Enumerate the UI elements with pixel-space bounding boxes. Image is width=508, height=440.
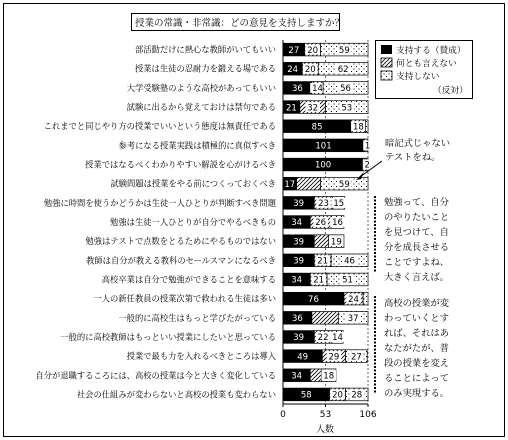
bar-value-label: 49 bbox=[297, 352, 309, 363]
bar-value-label: 21 bbox=[317, 256, 329, 267]
category-label: 勉強はテストで点数をとるためにやるものではない bbox=[85, 236, 276, 247]
bar-value-label: 24 bbox=[348, 294, 359, 305]
x-tick-label: 0 bbox=[280, 410, 286, 420]
bar-value-label: 59 bbox=[338, 45, 350, 56]
bar-value-label: 39 bbox=[293, 237, 305, 248]
bar-value-label: 17 bbox=[284, 179, 296, 190]
legend-label-oppose-sub: （反対） bbox=[433, 86, 468, 96]
annotations bbox=[356, 137, 450, 399]
category-label: 授業で最も力を入れるべきところは導入 bbox=[126, 351, 276, 362]
bar-value-label: 1 bbox=[364, 141, 371, 152]
annotation-change: 高校の授業が変わっていくとすれば、それはあなたがたが、普段の授業を変えることによってのみ実現する。 bbox=[384, 298, 450, 399]
category-label: 大学受験塾のような高校があってもいい bbox=[126, 82, 276, 93]
bar-value-label: 27 bbox=[288, 45, 300, 56]
bar-value-label: 21 bbox=[286, 103, 297, 114]
bar-value-label: 19 bbox=[330, 237, 342, 248]
category-label: これまでと同じやり方の授業でいいという態度は無責任である bbox=[43, 121, 276, 132]
x-axis-title: 人数 bbox=[315, 425, 335, 435]
category-label: 勉強に時間を使うかどうかは生徒一人ひとりが判断すべき問題 bbox=[43, 197, 276, 208]
category-label: 教師は自分が教える教科のセールスマンになるべき bbox=[86, 255, 276, 266]
legend-swatch-neutral bbox=[381, 58, 392, 67]
category-label: 授業ではなるべくわかりやすい解説を心がけるべき bbox=[85, 159, 276, 170]
bar-value-label: 24 bbox=[287, 64, 299, 75]
bar-value-label: 51 bbox=[342, 275, 353, 286]
bar-value-label: 20 bbox=[304, 64, 316, 75]
legend bbox=[376, 41, 473, 99]
bar-value-label: 76 bbox=[308, 294, 319, 305]
bar-segment-neutral bbox=[314, 235, 328, 248]
bar-value-label: 56 bbox=[340, 84, 351, 95]
bar-value-label: 39 bbox=[293, 333, 305, 344]
bar-value-label: 23 bbox=[318, 199, 329, 210]
bar-value-label: 15 bbox=[333, 199, 345, 210]
chart-title: 授業の常識・非常識：どの意見を支持しますか？ bbox=[135, 18, 345, 29]
bar-value-label: 20 bbox=[332, 390, 343, 401]
bar-value-label: 22 bbox=[317, 333, 329, 344]
annotation-memorization: 暗記式じゃないテストをね。 bbox=[385, 138, 451, 163]
bar-segment-oppose bbox=[366, 120, 368, 133]
x-axis-ticks bbox=[280, 404, 377, 420]
category-label: 高校卒業は自分で勉強ができることを意味する bbox=[101, 274, 276, 285]
bar-value-label: 27 bbox=[350, 352, 362, 363]
bar-value-label: 18 bbox=[323, 371, 335, 382]
category-label: 試験に出るから覚えておけは禁句である bbox=[126, 102, 276, 113]
legend-label-support: 支持する（賛成） bbox=[396, 46, 466, 56]
bar-value-label: 100 bbox=[314, 160, 332, 171]
category-label: 試験問題は授業をやる前につくっておくべき bbox=[110, 178, 276, 189]
bars bbox=[283, 43, 372, 400]
bar-segment-neutral bbox=[312, 311, 338, 324]
bar-value-label: 34 bbox=[291, 218, 303, 229]
x-tick-label: 53 bbox=[319, 410, 332, 420]
bar-value-label: 58 bbox=[300, 390, 312, 401]
bar-segment-neutral bbox=[310, 369, 321, 382]
category-label: 参考になる授業実践は積極的に真似すべき bbox=[118, 140, 276, 151]
category-label: 一般的に高校生はもっと学びたがっている bbox=[118, 312, 276, 323]
bar-value-label: 37 bbox=[347, 313, 359, 324]
bar-value-label: 36 bbox=[292, 84, 303, 95]
legend-swatch-support bbox=[381, 45, 392, 54]
bar-value-label: 62 bbox=[337, 64, 349, 75]
bar-value-label: 46 bbox=[344, 256, 355, 267]
category-label: 一般的に高校教師はもっといい授業にしたいと思っている bbox=[60, 331, 276, 342]
legend-label-neutral: 何とも言えない bbox=[396, 59, 457, 69]
category-labels bbox=[35, 45, 276, 400]
bar-value-label: 14 bbox=[332, 333, 343, 344]
annotation-growth: 勉強って、自分のやりたいことを見つけて、自分を成長させることですよね、大きく言えば。 bbox=[384, 197, 450, 283]
bar-value-label: 26 bbox=[315, 218, 327, 229]
bar-value-label: 20 bbox=[307, 45, 319, 56]
bar-value-label: 34 bbox=[291, 275, 303, 286]
bar-value-label: 2 bbox=[364, 160, 370, 171]
bar-value-label: 14 bbox=[312, 84, 323, 95]
bar-segment-neutral bbox=[297, 177, 321, 190]
bar-value-label: 39 bbox=[293, 256, 305, 267]
category-label: 授業は生徒の忍耐力を鍛える場である bbox=[134, 63, 276, 74]
bar-value-label: 32 bbox=[307, 103, 319, 114]
bar-value-label: 85 bbox=[311, 122, 323, 133]
category-label: 社会の仕組みが変わらないと高校の授業も変わらない bbox=[76, 389, 276, 400]
bar-segment-oppose bbox=[363, 292, 368, 305]
legend-swatch-oppose bbox=[381, 71, 392, 80]
category-label: 部活動だけに熱心な教師がいてもいい bbox=[134, 44, 276, 55]
bar-value-label: 16 bbox=[332, 218, 343, 229]
x-tick-label: 106 bbox=[359, 410, 377, 420]
bar-value-label: 39 bbox=[293, 199, 305, 210]
bar-value-label: 59 bbox=[338, 179, 350, 190]
bar-value-label: 21 bbox=[313, 275, 325, 286]
bar-value-label: 53 bbox=[341, 103, 353, 114]
bar-value-label: 28 bbox=[351, 390, 363, 401]
category-label: 自分が退職するころには、高校の授業は今と大きく変化している bbox=[35, 370, 276, 381]
category-label: 一人の新任教員の授業次第で救われる生徒は多い bbox=[93, 293, 276, 304]
bar-value-label: 29 bbox=[328, 352, 340, 363]
category-label: 勉強は生徒一人ひとりが自分でやるべきもの bbox=[110, 217, 276, 227]
bar-value-label: 34 bbox=[291, 371, 303, 382]
bar-value-label: 36 bbox=[292, 313, 303, 324]
legend-label-oppose: 支持しない bbox=[396, 72, 440, 82]
bar-value-label: 18 bbox=[352, 122, 364, 133]
bar-value-label: 101 bbox=[315, 141, 332, 152]
